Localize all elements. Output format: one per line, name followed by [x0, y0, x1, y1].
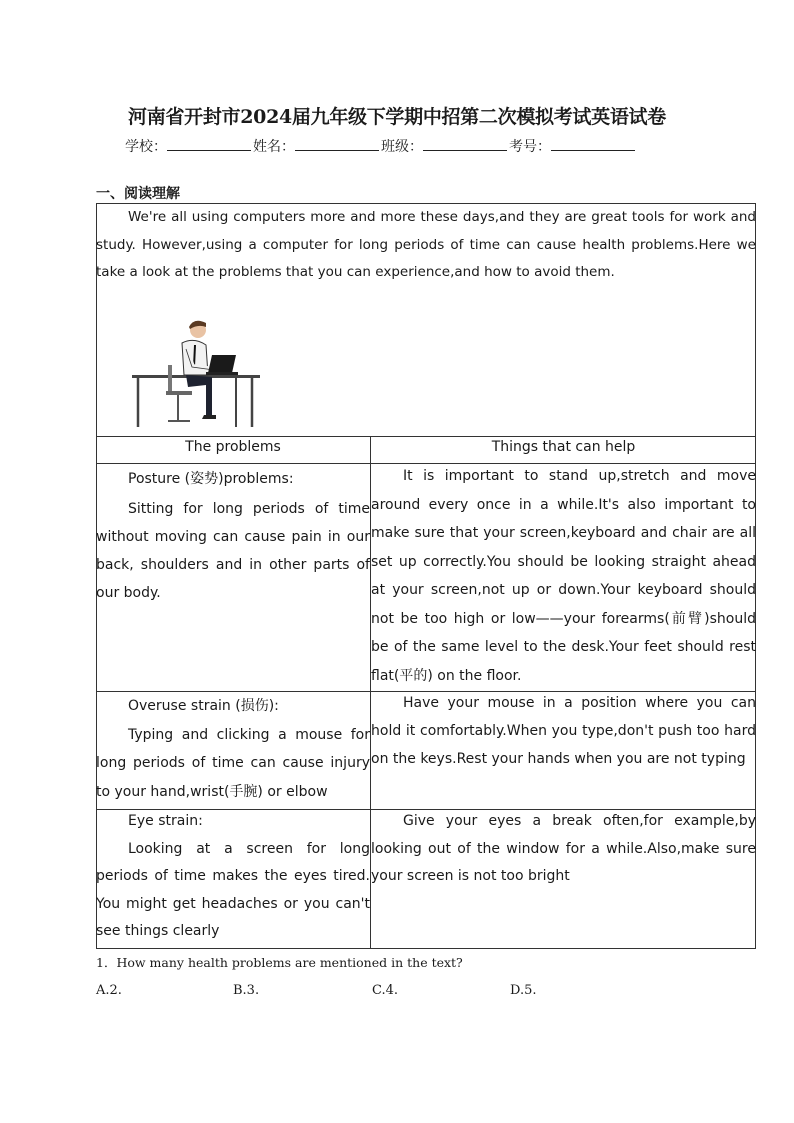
- table-row-help: [371, 462, 756, 690]
- option-d[interactable]: D.5.: [510, 983, 537, 998]
- table-row: [96, 808, 370, 946]
- problem-title: Eye strain:: [128, 813, 203, 829]
- school-blank[interactable]: [167, 138, 251, 151]
- name-label: 姓名：: [253, 139, 295, 155]
- table-row: [96, 465, 370, 607]
- option-b[interactable]: B.3.: [233, 983, 260, 998]
- number-label: 考号：: [509, 139, 551, 155]
- school-label: 学校：: [125, 139, 167, 155]
- option-c[interactable]: C.4.: [372, 983, 399, 998]
- section-heading: 一、阅读理解: [96, 186, 180, 202]
- computer-user-illustration: [128, 315, 264, 427]
- help-text: It is important to stand up,stretch and move around every once in a while.It's also important to make sure that your screen,keyboard and chair are all set up correctly.You should be looking straight ahead at your screen,not up or down.Your keyboard should not be too high or low——your forearms(前臂)should be of the same level to the desk.Your feet should rest flat(平的) on the floor.: [371, 468, 756, 684]
- table-header-help: Things that can help: [491, 439, 636, 455]
- problem-title: Overuse strain (损伤):: [128, 698, 279, 714]
- table-row-help: [371, 689, 756, 773]
- intro-paragraph: We're all using computers more and more these days,and they are great tools for work and study. However,using a computer for long periods of time can cause health problems.Here we take a look at the problems that you can experience,and how to avoid them.: [96, 209, 756, 280]
- problem-text: Sitting for long periods of time without moving can cause pain in our back, shoulders and in other parts of our body.: [96, 501, 370, 601]
- problem-text: Typing and clicking a mouse for long periods of time can cause injury to your hand,wrist(手腕) or elbow: [96, 726, 370, 800]
- exam-title: 河南省开封市2024届九年级下学期中招第二次模拟考试英语试卷: [128, 106, 666, 128]
- problem-title: Posture (姿势)problems:: [128, 471, 294, 487]
- class-label: 班级：: [381, 139, 423, 155]
- student-info-row: [125, 136, 637, 156]
- table-header-problems: The problems: [185, 439, 281, 455]
- table-row: [96, 692, 370, 806]
- question-1: 1．How many health problems are mentioned in the text?: [96, 955, 463, 970]
- class-blank[interactable]: [423, 138, 507, 151]
- option-a[interactable]: A.2.: [96, 983, 122, 998]
- number-blank[interactable]: [551, 138, 635, 151]
- problem-text: Looking at a screen for long periods of time makes the eyes tired. You might get headaches or you can't see things clearly: [96, 840, 370, 939]
- help-text: Give your eyes a break often,for example,by looking out of the window for a while.Also,make sure your screen is not too bright: [371, 813, 756, 884]
- name-blank[interactable]: [295, 138, 379, 151]
- table-row-help: [371, 808, 756, 891]
- help-text: Have your mouse in a position where you can hold it comfortably.When you type,don't push too hard on the keys.Rest your hands when you are not typing: [371, 695, 756, 767]
